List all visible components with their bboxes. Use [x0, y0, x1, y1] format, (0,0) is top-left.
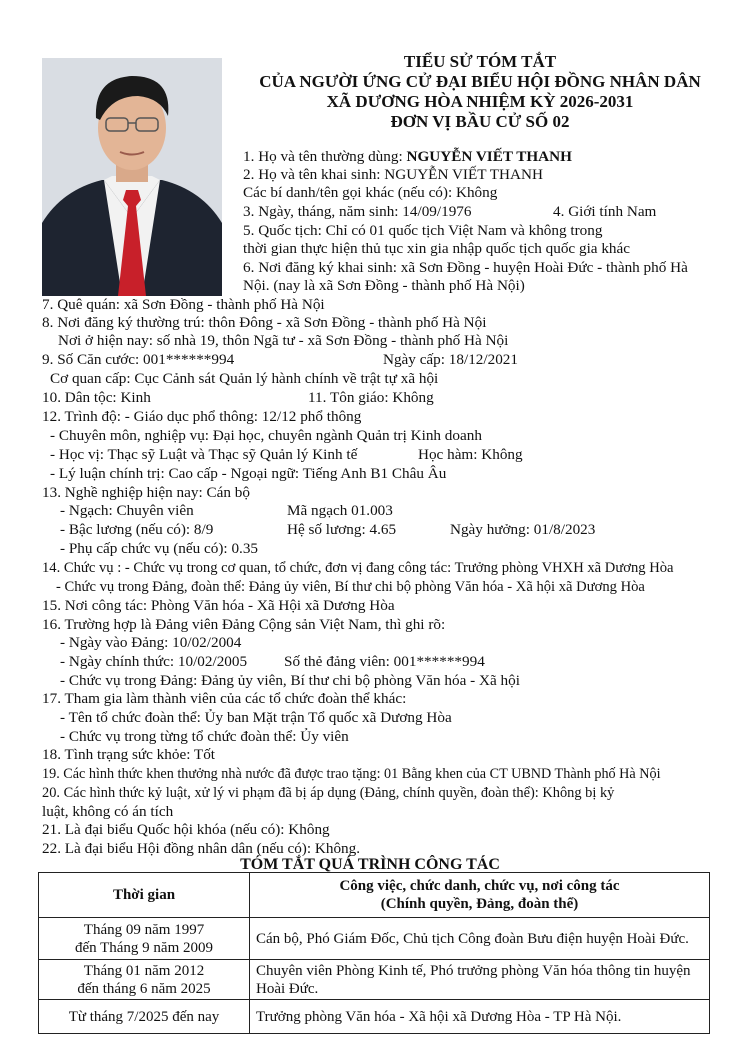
bio-line-37: 21. Là đại biểu Quốc hội khóa (nếu có): Không [42, 821, 330, 838]
row-job: Trưởng phòng Văn hóa - Xã hội xã Dương Hòa - TP Hà Nội. [250, 1000, 710, 1034]
row-time-end: đến tháng 6 năm 2025 [77, 980, 211, 997]
row-time-end: đến Tháng 9 năm 2009 [74, 939, 214, 956]
bio-line-1: 1. Họ và tên thường dùng: NGUYỄN VIẾT THANH [243, 148, 572, 165]
bio-line-14: 10. Dân tộc: Kinh [42, 389, 151, 406]
bio-line-22: - Phụ cấp chức vụ (nếu có): 0.35 [60, 540, 259, 557]
bio-line-20: - Ngạch: Chuyên viên [60, 502, 194, 519]
table-row [39, 1000, 710, 1034]
bio-line-30: 17. Tham gia làm thành viên của các tổ chức đoàn thể khác: [42, 690, 407, 707]
row-job: Cán bộ, Phó Giám Đốc, Chủ tịch Công đoàn Bưu điện huyện Hoài Đức. [250, 918, 710, 960]
bio-line-29: - Chức vụ trong Đảng: Đảng ủy viên, Bí thư chi bộ phòng Văn hóa - Xã hội [60, 672, 520, 689]
bio-line-4: 3. Ngày, tháng, năm sinh: 14/09/1976 [243, 203, 472, 220]
col-job-header [250, 873, 710, 918]
table-row [39, 960, 710, 1000]
row-time-start: Tháng 01 năm 2012 [83, 962, 205, 979]
bio-line-31: - Tên tổ chức đoàn thể: Ủy ban Mặt trận Tổ quốc xã Dương Hòa [60, 709, 452, 726]
portrait-illustration [42, 58, 222, 296]
row-time [39, 960, 250, 1000]
bio-line-23: 14. Chức vụ : - Chức vụ trong cơ quan, tổ chức, đơn vị đang công tác: Trưởng phòng VHXH xã Dương Hòa [42, 560, 674, 576]
doc-subtitle: CỦA NGƯỜI ỨNG CỬ ĐẠI BIỂU HỘI ĐỒNG NHÂN DÂN [259, 72, 701, 91]
col-job-header-line1: Công việc, chức danh, chức vụ, nơi công tác [339, 878, 620, 894]
work-history-table [38, 872, 710, 1034]
bio-line-25: 15. Nơi công tác: Phòng Văn hóa - Xã Hội xã Dương Hòa [42, 597, 395, 614]
row-time [39, 918, 250, 960]
row-time [39, 1000, 250, 1034]
bio-line-8: Nội. (nay là xã Sơn Đồng - thành phố Hà Nội) [243, 277, 525, 294]
bio-line-5: 5. Quốc tịch: Chỉ có 01 quốc tịch Việt Nam và không trong [243, 222, 603, 239]
bio-line-33: 18. Tình trạng sức khỏe: Tốt [42, 746, 216, 763]
row-time-start: Từ tháng 7/2025 đến nay [68, 1008, 220, 1025]
bio-line-13: Cơ quan cấp: Cục Cảnh sát Quản lý hành chính về trật tự xã hội [50, 370, 439, 387]
bio-line-11: Nơi ở hiện nay: số nhà 19, thôn Ngã tư - xã Sơn Đồng - thành phố Hà Nội [58, 332, 509, 349]
bio-line-21: - Bậc lương (nếu có): 8/9 [60, 521, 214, 538]
bio-line-38: 22. Là đại biểu Hội đồng nhân dân (nếu có): Không. [42, 840, 361, 857]
bio-line-19: 13. Nghề nghiệp hiện nay: Cán bộ [42, 484, 250, 501]
bio-line-26: 16. Trường hợp là Đảng viên Đảng Cộng sản Việt Nam, thì ghi rõ: [42, 616, 446, 633]
col-time-header: Thời gian [39, 873, 250, 918]
bio-line-3: Các bí danh/tên gọi khác (nếu có): Không [243, 184, 498, 201]
table-header-row [39, 873, 710, 918]
bio-line-9: 7. Quê quán: xã Sơn Đồng - thành phố Hà Nội [42, 296, 325, 313]
row-time-start: Tháng 09 năm 1997 [83, 921, 205, 938]
bio-line-17-rank: Học hàm: Không [418, 446, 523, 463]
bio-line-4-gender: 4. Giới tính Nam [553, 203, 657, 220]
work-history-title: TÓM TẮT QUÁ TRÌNH CÔNG TÁC [240, 856, 500, 873]
bio-line-18: - Lý luận chính trị: Cao cấp - Ngoại ngữ: Tiếng Anh B1 Châu Âu [50, 465, 447, 482]
bio-line-16: - Chuyên môn, nghiệp vụ: Đại học, chuyên ngành Quản trị Kinh doanh [50, 427, 482, 444]
bio-line-6: thời gian thực hiện thủ tục xin gia nhập quốc tịch quốc gia khác [243, 240, 630, 257]
table-row [39, 918, 710, 960]
candidate-photo [42, 58, 222, 296]
bio-line-34: 19. Các hình thức khen thưởng nhà nước đã được trao tặng: 01 Bằng khen của CT UBND Thành phố Hà Nội [42, 766, 661, 782]
bio-line-36: luật, không có án tích [42, 803, 174, 820]
bio-line-12-date: Ngày cấp: 18/12/2021 [383, 351, 518, 368]
doc-term: XÃ DƯƠNG HÒA NHIỆM KỲ 2026-2031 [326, 92, 634, 111]
bio-line-20-code: Mã ngạch 01.003 [287, 502, 393, 519]
bio-line-14-religion: 11. Tôn giáo: Không [308, 389, 434, 406]
bio-line-15: 12. Trình độ: - Giáo dục phổ thông: 12/12 phổ thông [42, 408, 362, 425]
bio-line-17: - Học vị: Thạc sỹ Luật và Thạc sỹ Quản lý Kinh tế [50, 446, 358, 463]
doc-title: TIỂU SỬ TÓM TẮT [403, 52, 557, 71]
bio-line-35: 20. Các hình thức kỷ luật, xử lý vi phạm đã bị áp dụng (Đảng, chính quyền, đoàn thể): Không bị kỷ [42, 785, 615, 801]
bio-line-28: - Ngày chính thức: 10/02/2005 [60, 653, 248, 670]
bio-line-32: - Chức vụ trong từng tổ chức đoàn thể: Ủy viên [60, 728, 349, 745]
bio-line-7: 6. Nơi đăng ký khai sinh: xã Sơn Đồng - huyện Hoài Đức - thành phố Hà [243, 259, 688, 276]
row-job: Chuyên viên Phòng Kinh tế, Phó trưởng phòng Văn hóa thông tin huyện Hoài Đức. [250, 960, 710, 1000]
col-job-header-line2: (Chính quyền, Đảng, đoàn thể) [380, 896, 579, 912]
bio-line-2: 2. Họ và tên khai sinh: NGUYỄN VIẾT THANH [243, 166, 543, 183]
bio-line-12: 9. Số Căn cước: 001******994 [42, 351, 235, 368]
bio-line-21-coef: Hệ số lương: 4.65 [287, 521, 397, 538]
bio-line-21-date: Ngày hưởng: 01/8/2023 [450, 521, 596, 538]
bio-line-28-card: Số thẻ đảng viên: 001******994 [284, 653, 485, 670]
doc-unit: ĐƠN VỊ BẦU CỬ SỐ 02 [390, 112, 570, 131]
bio-line-10: 8. Nơi đăng ký thường trú: thôn Đông - xã Sơn Đồng - thành phố Hà Nội [42, 314, 487, 331]
bio-line-24: - Chức vụ trong Đảng, đoàn thể: Đảng ủy viên, Bí thư chi bộ phòng Văn hóa - Xã hội xã Dương Hòa [56, 579, 645, 595]
bio-line-27: - Ngày vào Đảng: 10/02/2004 [60, 634, 242, 651]
